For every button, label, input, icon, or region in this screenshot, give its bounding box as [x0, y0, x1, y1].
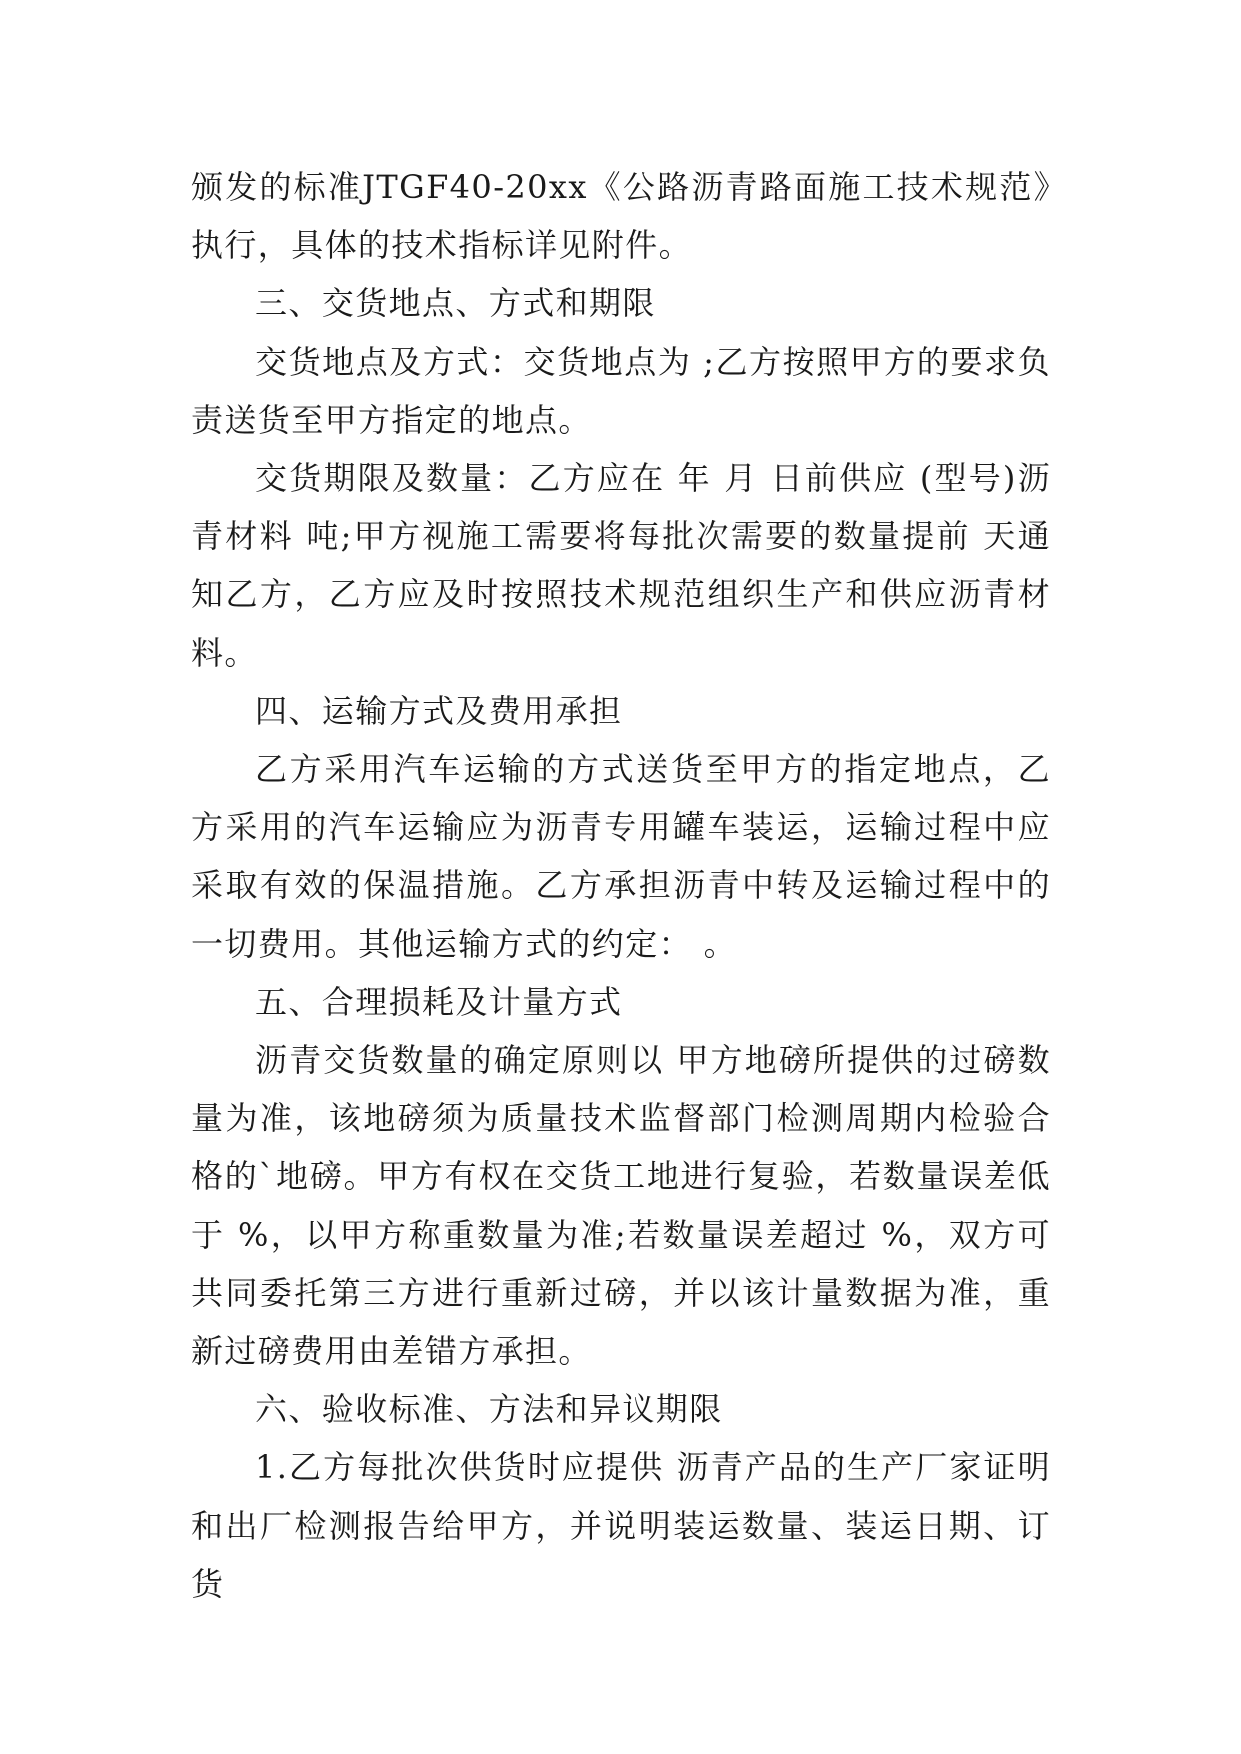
paragraph-measurement: 沥青交货数量的确定原则以 甲方地磅所提供的过磅数量为准，该地磅须为质量技术监督部门检测周期内检验合格的`地磅。甲方有权在交货工地进行复验，若数量误差低于 %，以甲方称重数量为准;若数量误差超过 %，双方可共同委托第三方进行重新过磅，并以该计量数据为准，重新过磅费用由差错方承担。: [191, 1041, 1051, 1371]
section-heading-acceptance: 六、验收标准、方法和异议期限: [255, 1390, 723, 1429]
section-heading-delivery: 三、交货地点、方式和期限: [255, 284, 656, 323]
section-heading-transport: 四、运输方式及费用承担: [255, 691, 623, 730]
section-heading-loss-measurement: 五、合理损耗及计量方式: [255, 982, 623, 1021]
document-page: [191, 158, 1051, 1613]
paragraph-delivery-location: 交货地点及方式：交货地点为 ;乙方按照甲方的要求负责送货至甲方指定的地点。: [191, 342, 1051, 439]
paragraph-standard-reference: 颁发的标准JTGF40-20xx《公路沥青路面施工技术规范》执行，具体的技术指标详见附件。: [191, 168, 1051, 265]
paragraph-acceptance-item-1: 1.乙方每批次供货时应提供 沥青产品的生产厂家证明和出厂检测报告给甲方，并说明装运数量、装运日期、订货: [191, 1448, 1051, 1603]
paragraph-delivery-term-quantity: 交货期限及数量：乙方应在 年 月 日前供应 (型号)沥青材料 吨;甲方视施工需要将每批次需要的数量提前 天通知乙方，乙方应及时按照技术规范组织生产和供应沥青材料。: [191, 459, 1051, 672]
paragraph-transport: 乙方采用汽车运输的方式送货至甲方的指定地点，乙方采用的汽车运输应为沥青专用罐车装运，运输过程中应采取有效的保温措施。乙方承担沥青中转及运输过程中的一切费用。其他运输方式的约定： 。: [191, 750, 1051, 963]
